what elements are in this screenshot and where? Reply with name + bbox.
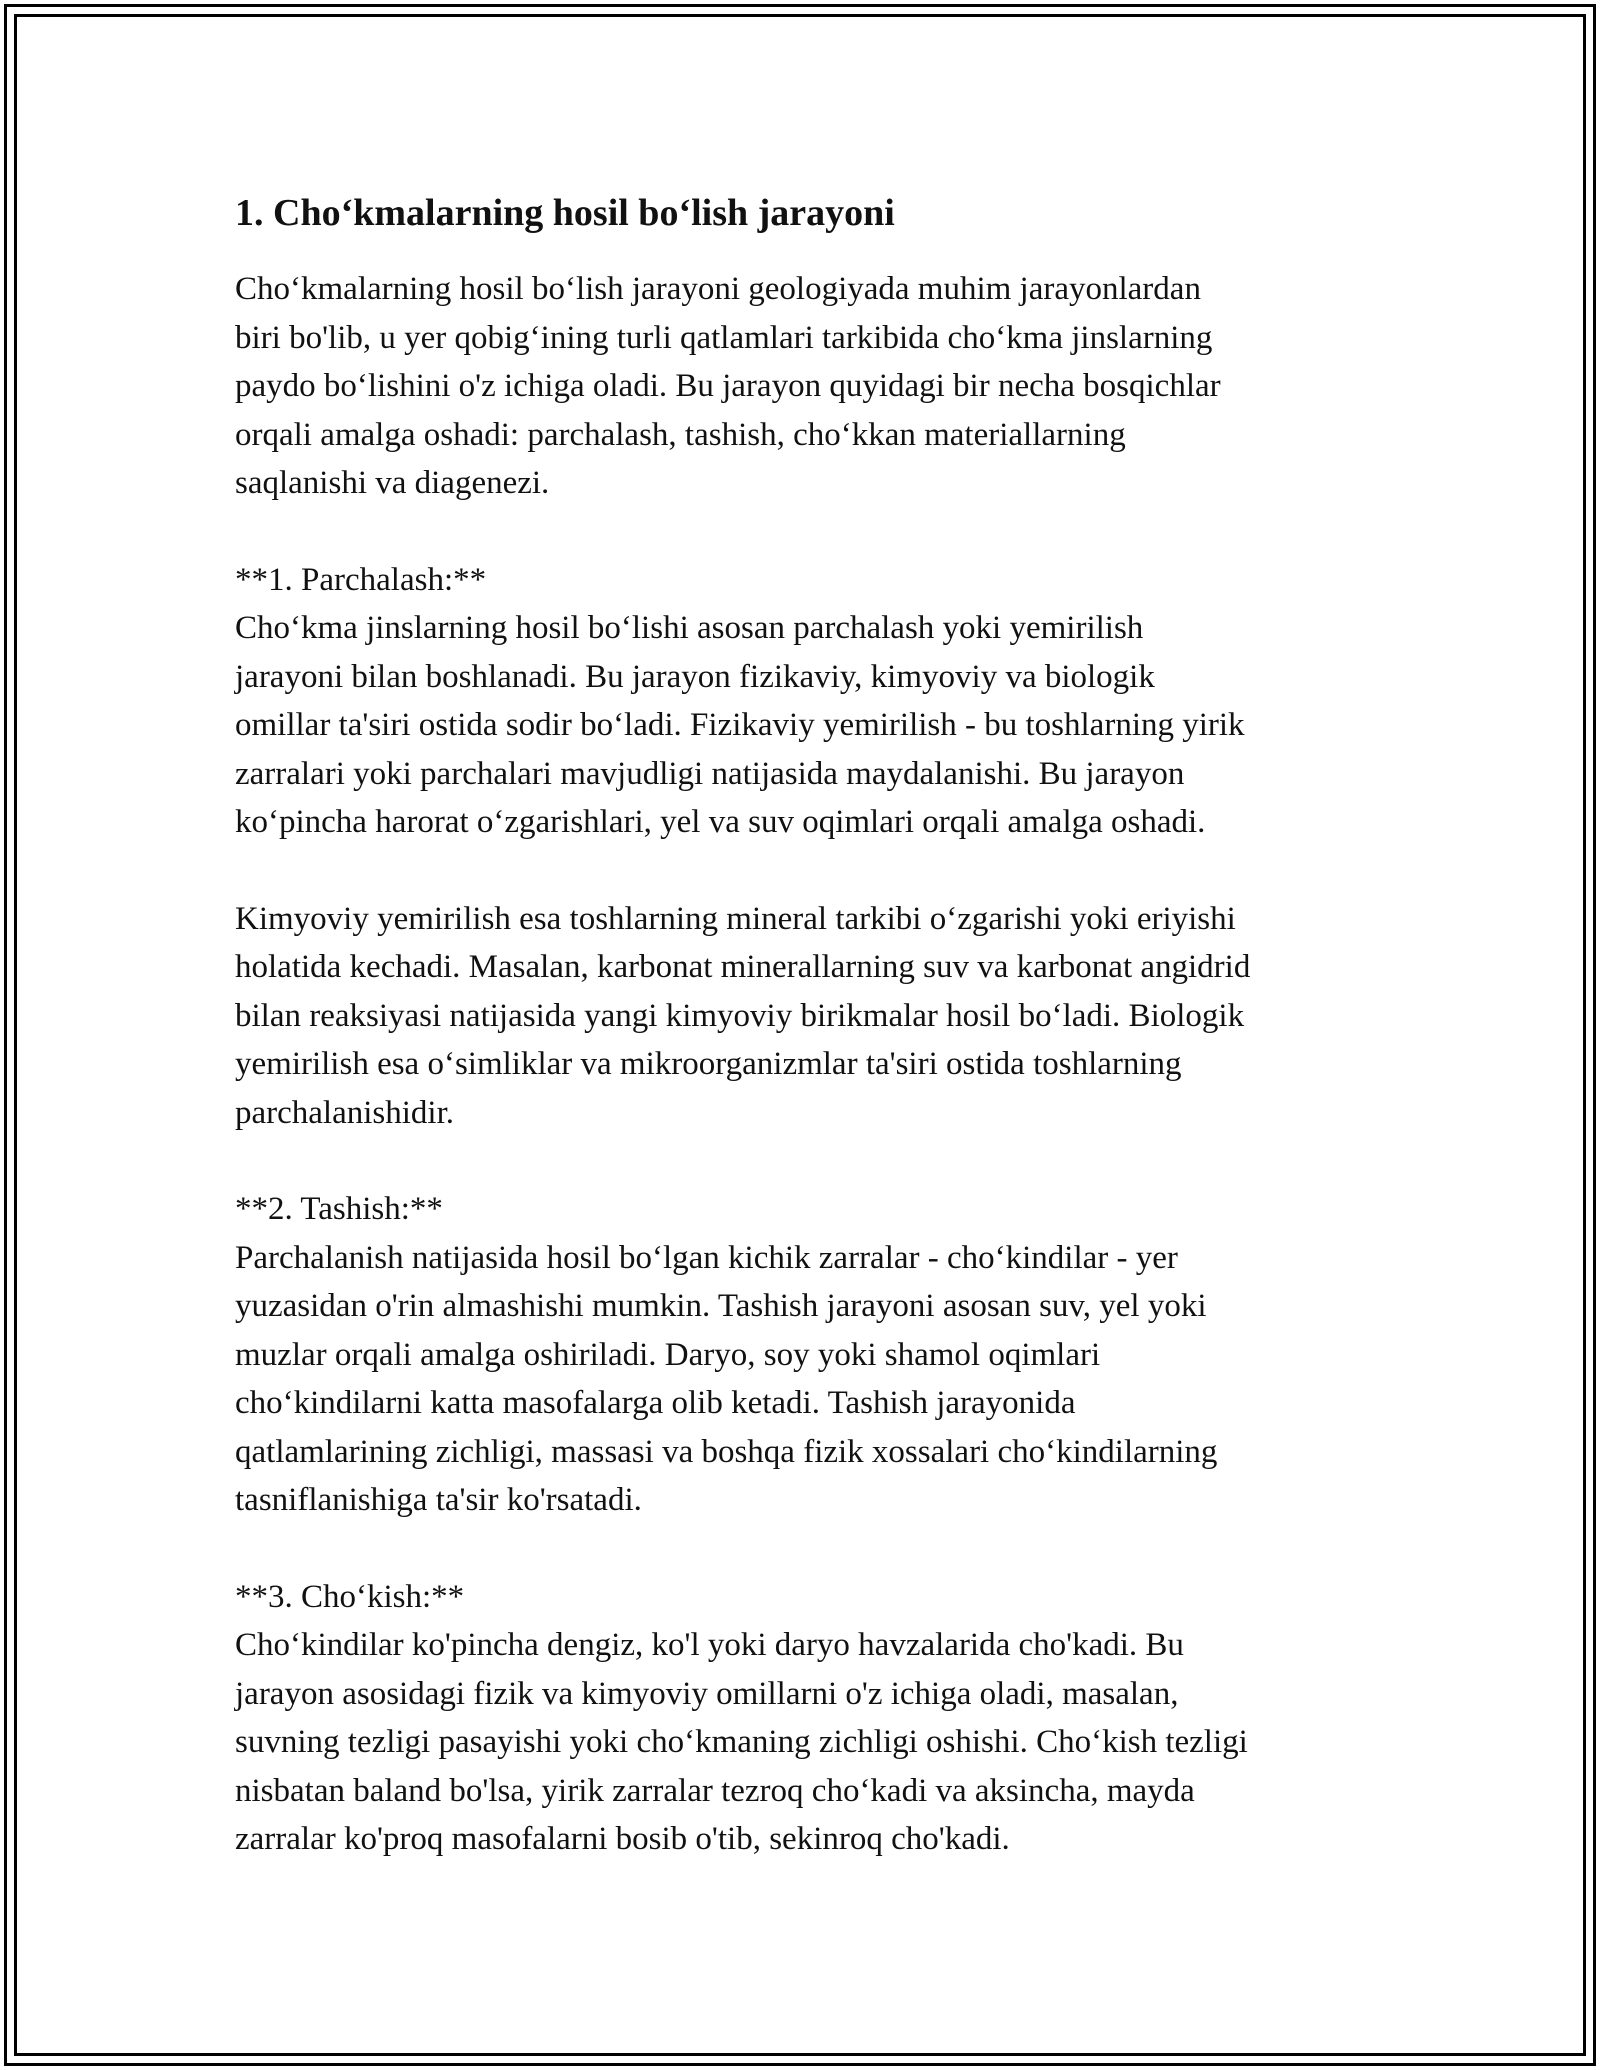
text-line: jarayoni bilan boshlanadi. Bu jarayon fizikaviy, kimyoviy va biologik (235, 658, 1155, 695)
text-line: yemirilish esa o‘simliklar va mikroorganizmlar ta'siri ostida toshlarning (235, 1046, 1182, 1082)
paragraph-intro (235, 265, 1385, 508)
text-line: Cho‘kmalarning hosil bo‘lish jarayoni geologiyada muhim jarayonlardan (235, 271, 1201, 307)
text-line: yuzasidan o'rin almashishi mumkin. Tashish jarayoni asosan suv, yel yoki (235, 1288, 1207, 1324)
text-line: qatlamlarining zichligi, massasi va boshqa fizik xossalari cho‘kindilarning (235, 1433, 1218, 1470)
text-line: tasniflanishiga ta'sir ko'rsatadi. (235, 1482, 642, 1518)
text-line: biri bo'lib, u yer qobig‘ining turli qatlamlari tarkibida cho‘kma jinslarning (235, 319, 1213, 356)
text-line: Parchalanish natijasida hosil bo‘lgan kichik zarralar - cho‘kindilar - yer (235, 1239, 1178, 1276)
text-line: orqali amalga oshadi: parchalash, tashish, cho‘kkan materiallarning (235, 416, 1126, 453)
document-body (235, 187, 1385, 1912)
text-line: holatida kechadi. Masalan, karbonat minerallarning suv va karbonat angidrid (235, 949, 1251, 985)
text-line: nisbatan baland bo'lsa, yirik zarralar tezroq cho‘kadi va aksincha, mayda (235, 1772, 1195, 1809)
text-line: paydo bo‘lishini o'z ichiga oladi. Bu jarayon quyidagi bir necha bosqichlar (235, 368, 1221, 404)
paragraph-chokish (235, 1573, 1385, 1864)
text-line: Kimyoviy yemirilish esa toshlarning mineral tarkibi o‘zgarishi yoki eriyishi (235, 900, 1236, 937)
section-heading: 1. Cho‘kmalarning hosil bo‘lish jarayoni (235, 192, 895, 234)
text-line: suvning tezligi pasayishi yoki cho‘kmaning zichligi oshishi. Cho‘kish tezligi (235, 1724, 1248, 1760)
text-line: omillar ta'siri ostida sodir bo‘ladi. Fizikaviy yemirilish - bu toshlarning yirik (235, 707, 1245, 743)
text-line: Cho‘kma jinslarning hosil bo‘lishi asosan parchalash yoki yemirilish (235, 610, 1144, 646)
text-line: bilan reaksiyasi natijasida yangi kimyoviy birikmalar hosil bo‘ladi. Biologik (235, 997, 1245, 1034)
paragraph-tashish (235, 1185, 1385, 1525)
paragraph-kimyoviy (235, 895, 1385, 1138)
subheading-parchalash: **1. Parchalash:** (235, 561, 487, 598)
text-line: saqlanishi va diagenezi. (235, 465, 550, 501)
text-line: Cho‘kindilar ko'pincha dengiz, ko'l yoki daryo havzalarida cho'kadi. Bu (235, 1627, 1184, 1663)
text-line: jarayon asosidagi fizik va kimyoviy omillarni o'z ichiga oladi, masalan, (235, 1675, 1179, 1712)
paragraph-parchalash (235, 556, 1385, 847)
subheading-tashish: **2. Tashish:** (235, 1191, 443, 1227)
text-line: zarralari yoki parchalari mavjudligi natijasida maydalanishi. Bu jarayon (235, 755, 1185, 792)
subheading-chokish: **3. Cho‘kish:** (235, 1578, 465, 1615)
text-line: zarralar ko'proq masofalarni bosib o'tib, sekinroq cho'kadi. (235, 1821, 1010, 1857)
text-line: ko‘pincha harorat o‘zgarishlari, yel va suv oqimlari orqali amalga oshadi. (235, 804, 1206, 840)
text-line: parchalanishidir. (235, 1094, 455, 1131)
text-line: muzlar orqali amalga oshiriladi. Daryo, soy yoki shamol oqimlari (235, 1336, 1101, 1373)
text-line: cho‘kindilarni katta masofalarga olib ketadi. Tashish jarayonida (235, 1385, 1076, 1421)
